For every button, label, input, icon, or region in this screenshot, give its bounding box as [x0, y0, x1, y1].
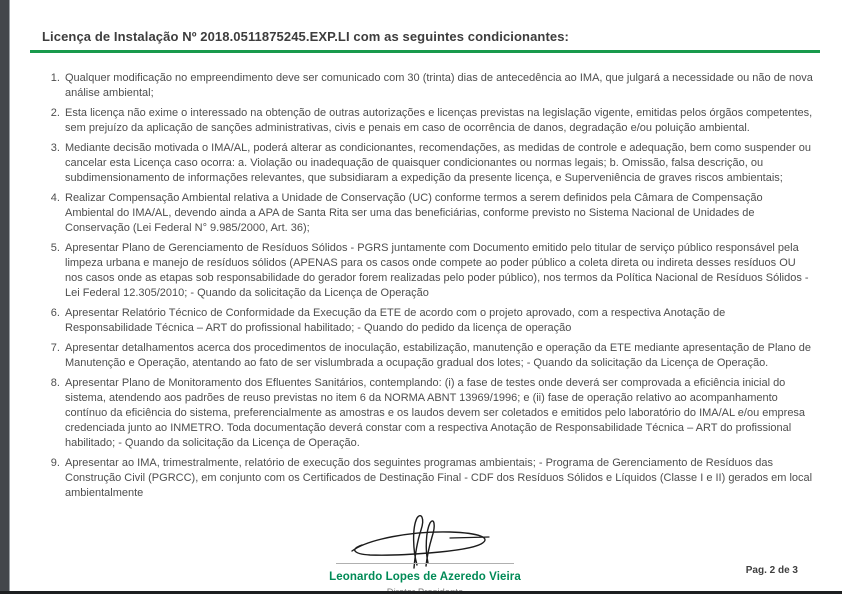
document-page — [30, 0, 820, 594]
conditions-list — [47, 71, 813, 501]
condition-item-9: 9. Apresentar ao IMA, trimestralmente, relatório de execução dos seguintes programas ambientais; - Programa de Gerenciamento de Resíduos das Construção Civil (PGRCC), em conjunto com os Certificados de Destinação Final - CDF dos Resíduos Sólidos e Líquidos (Classe I e II) gerados em local ambientalmente — [63, 456, 813, 501]
signature-block — [30, 511, 820, 594]
condition-item-7: 7. Apresentar detalhamentos acerca dos procedimentos de inoculação, estabilização, manutenção e operação da ETE mediante apresentação de Plano de Manutenção e Operação, atentando ao fato de ser vislumbrada a ocupação gradual dos lotes; - Quando da solicitação da Licença de Operação. — [63, 341, 813, 371]
handwritten-signature-icon — [340, 511, 510, 569]
condition-item-4: 4. Realizar Compensação Ambiental relativa a Unidade de Conservação (UC) conforme termos a serem definidos pela Câmara de Compensação Ambiental do IMA/AL, devendo ainda a APA de Santa Rita ser uma das beneficiárias, conforme previsto no Sistema Nacional de Unidades de Conservação (Lei Federal N° 9.985/2000, Art. 36); — [63, 191, 813, 236]
viewer-left-edge — [0, 0, 10, 594]
page-number: Pag. 2 de 3 — [745, 565, 798, 576]
signature-rule — [336, 563, 514, 564]
condition-item-6: 6. Apresentar Relatório Técnico de Conformidade da Execução da ETE de acordo com o projeto aprovado, com a respectiva Anotação de Responsabilidade Técnica – ART do profissional habilitado; - Quando do pedido da licença de operação — [63, 306, 813, 336]
condition-item-2: 2. Esta licença não exime o interessado na obtenção de outras autorizações e licenças previstas na legislação vigente, emitidas pelos órgãos competentes, sem prejuízo da aplicação de sanções administrativas, civis e penais em caso de ocorrência de danos, degradação e/ou poluição ambiental. — [63, 106, 813, 136]
signatory-name: Leonardo Lopes de Azeredo Vieira — [329, 571, 521, 583]
condition-item-3: 3. Mediante decisão motivada o IMA/AL, poderá alterar as condicionantes, recomendações, as medidas de controle e adequação, bem como suspender ou cancelar esta Licença caso ocorra: a. Violação ou inadequação de quaisquer condicionantes ou normas legais; b. Omissão, falsa descrição, ou subdimensionamento de informações relevantes, que subsidiaram a expedição da presente licença, e Superveniência de graves riscos ambientais; — [63, 141, 813, 186]
condition-item-5: 5. Apresentar Plano de Gerenciamento de Resíduos Sólidos - PGRS juntamente com Documento emitido pelo titular de serviço público responsável pela limpeza urbana e manejo de resíduos sólidos (APENAS para os casos onde compete ao poder público a coleta direta ou indireta desses resíduos OU nos casos onde as etapas sob responsabilidade do gerador forem realizadas pelo poder público), nos termos da Política Nacional de Resíduos Sólidos - Lei Federal 12.305/2010; - Quando da solicitação da Licença de Operação — [63, 241, 813, 301]
license-title: Licença de Instalação Nº 2018.0511875245.EXP.LI com as seguintes condicionantes: — [42, 29, 569, 44]
condition-item-8: 8. Apresentar Plano de Monitoramento dos Efluentes Sanitários, contemplando: (i) a fase de testes onde deverá ser comprovada a eficiência inicial do sistema, atendendo aos padrões de reuso previstas no item 6 da NORMA ABNT 13969/1996; e (ii) fase de operação relativo ao acompanhamento contínuo da eficiência do sistema, preferencialmente as amostras e os laudos devem ser coletados e emitidos pelo laboratório do IMA/AL e/ou empresa credenciada junto ao INMETRO. Toda documentação deverá constar com a respectiva Anotação de Responsabilidade Técnica – ART do profissional habilitado; - Quando da solicitação da Licença de Operação. — [63, 376, 813, 451]
condition-item-1: 1. Qualquer modificação no empreendimento deve ser comunicado com 30 (trinta) dias de antecedência ao IMA, que julgará a necessidade ou não de nova análise ambiental; — [63, 71, 813, 101]
title-green-rule — [30, 50, 820, 53]
